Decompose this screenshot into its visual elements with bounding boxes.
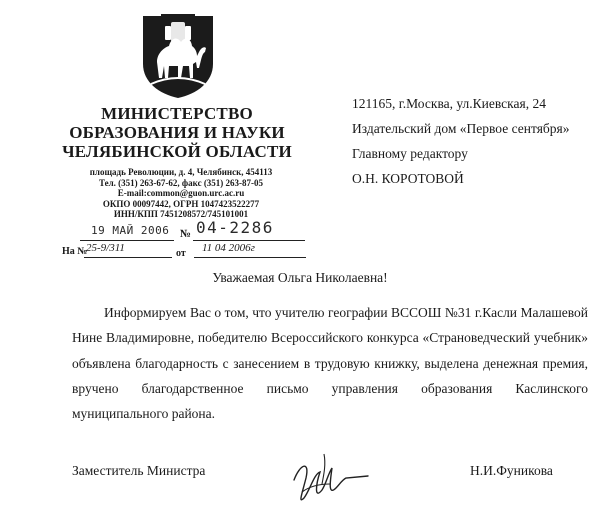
ministry-line: ОБРАЗОВАНИЯ И НАУКИ [69,123,285,142]
inn-line: ИНН/КПП 7451208572/745101001 [113,209,249,220]
reference-number-value: 25-9/311 [86,242,125,254]
reference-date-underline [194,257,306,258]
reference-date-value: 11 04 2006г [202,242,255,254]
ministry-line: ЧЕЛЯБИНСКОЙ ОБЛАСТИ [62,142,292,161]
recipient-name: О.Н. КОРОТОВОЙ [352,171,464,186]
stamp-number: 04-2286 [196,218,274,237]
reference-number-label: На № [62,246,88,257]
ministry-name [62,104,292,161]
signer-role: Заместитель Министра [72,463,206,478]
greeting: Уважаемая Ольга Николаевна! [212,270,388,285]
coat-of-arms-icon [137,12,219,100]
handwritten-signature-icon [280,444,380,516]
reference-date-label: от [176,248,186,259]
recipient-address: 121165, г.Москва, ул.Киевская, 24 [352,96,546,111]
okpo-line: ОКПО 00097442, ОГРН 1047423522277 [102,198,260,209]
reference-underline [84,257,172,258]
ministry-line: МИНИСТЕРСТВО [101,104,253,123]
email-line: E-mail:common@guon.urc.ac.ru [117,188,245,199]
stamp-date: 19 МАЙ 2006 [91,224,170,237]
ministry-contacts [62,167,300,220]
number-label: № [180,228,192,240]
date-underline [80,240,174,241]
body-paragraph: Информируем Вас о том, что учителю географии ВССОШ №31 г.Касли Малашевой Нине Владимировне, победителю Всероссийского конкурса «Страноведческий учебник» объявлена благодарность с занесением в трудовую книжку, выделена денежная премия, вручено благодарственное письмо управления образования Каслинского муниципального района. [72,305,588,422]
letter-body [72,300,588,426]
recipient-position: Главному редактору [352,146,468,161]
recipient-organization: Издательский дом «Первое сентября» [352,121,570,136]
phone-line: Тел. (351) 263-67-62, факс (351) 263-87-05 [98,177,264,188]
signer-name: Н.И.Фуникова [470,463,553,478]
number-underline [193,240,305,241]
address-line: площадь Революции, д. 4, Челябинск, 454113 [89,167,273,177]
